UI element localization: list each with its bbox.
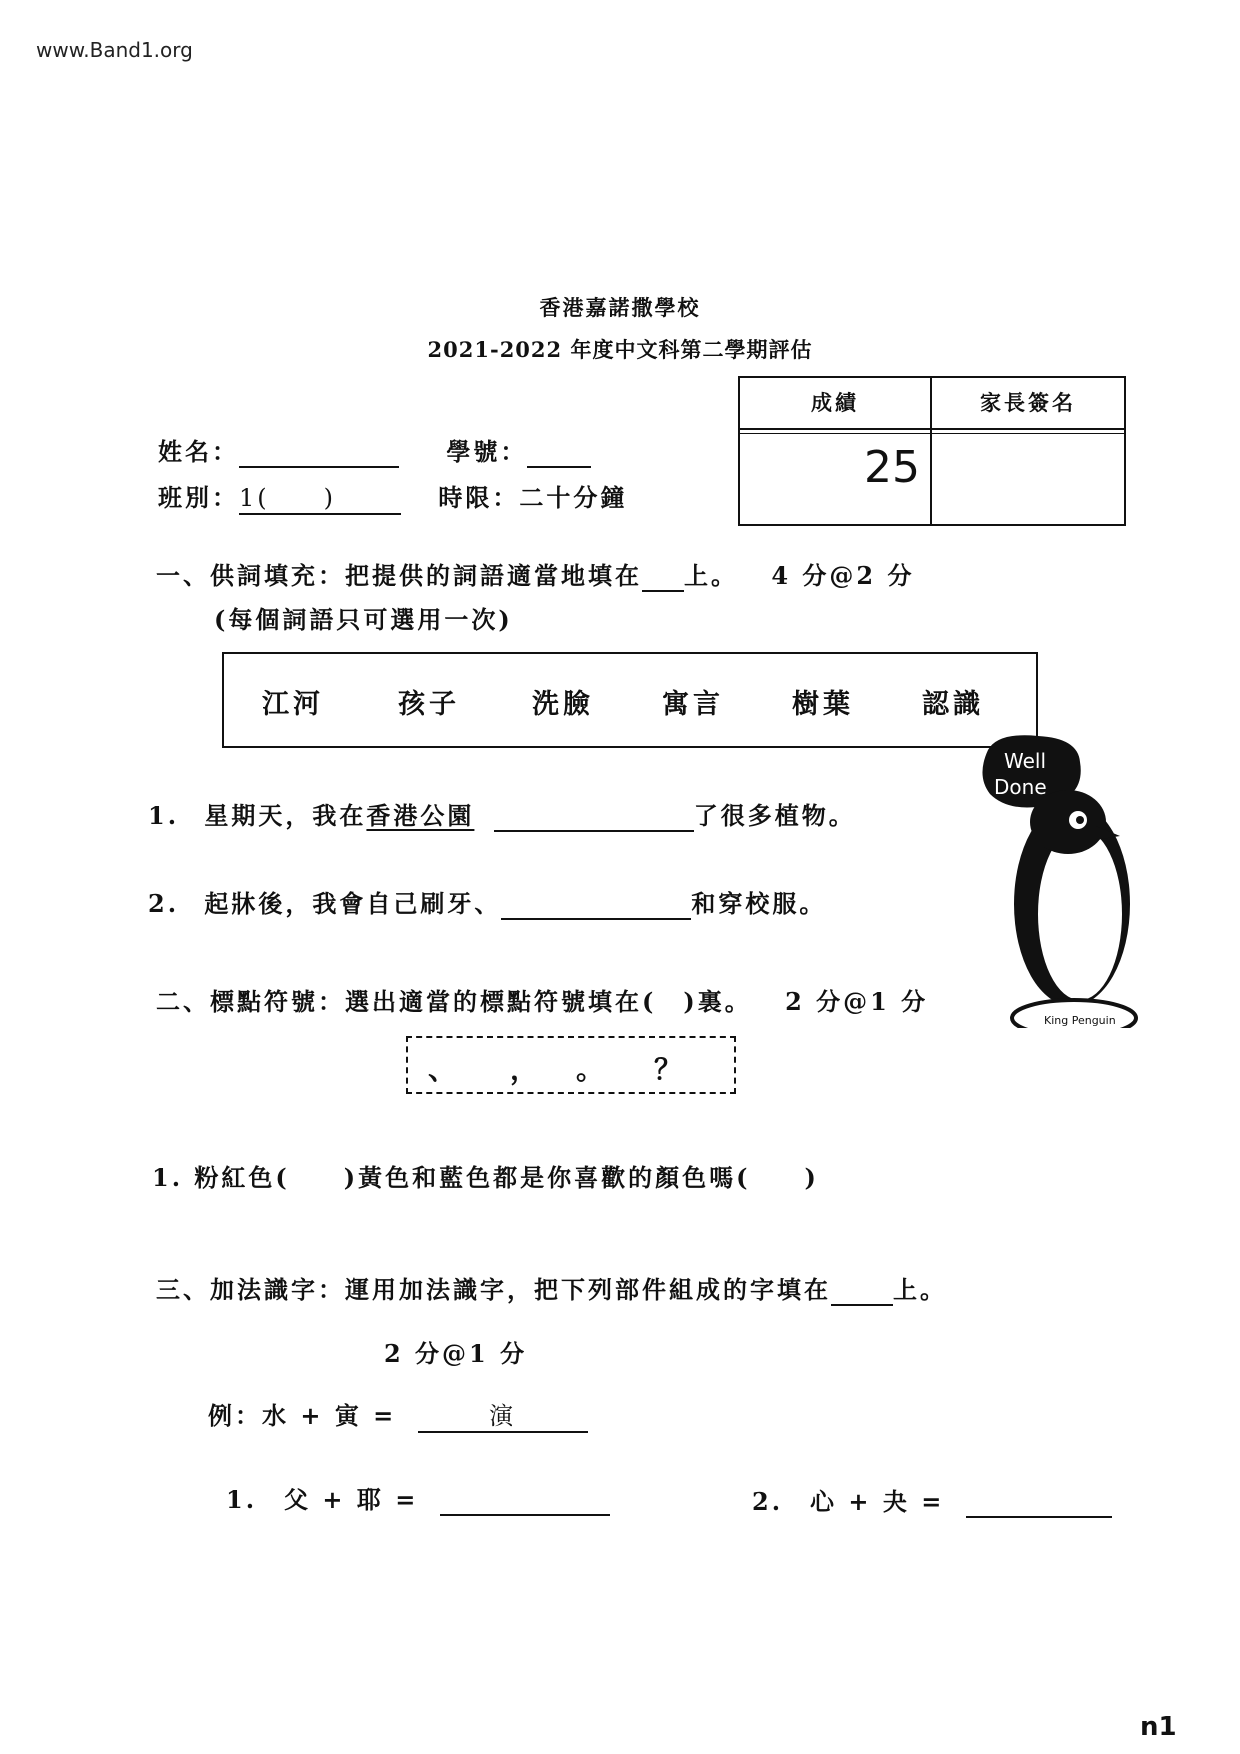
example-answer: 演 (418, 1396, 588, 1433)
badge-text: King Penguin (1044, 1014, 1116, 1027)
section2-question-1: 1. 粉紅色( )黃色和藍色都是你喜歡的顏色嗎( ) (152, 1163, 819, 1192)
penguin-belly-icon (1038, 828, 1122, 1000)
table-header-rule (740, 428, 1124, 434)
section1-note: (每個詞語只可選用一次) (214, 605, 513, 634)
example-row: 例：水 + 寅 = 演 (208, 1396, 588, 1433)
word-bank-item: 孩子 (398, 689, 460, 720)
section3-blank-sample (831, 1275, 893, 1306)
name-row (158, 432, 591, 468)
sticker-text-done: Done (994, 775, 1047, 799)
sticker-text-well: Well (1004, 749, 1047, 773)
word-bank-item: 樹葉 (792, 689, 854, 720)
page-number: n1 (1140, 1712, 1177, 1742)
student-number-label: 學號： (446, 437, 528, 466)
section1-title: 一、供詞填充：把提供的詞語適當地填在 上。 4 分@2 分 (156, 561, 915, 590)
score-header: 成績 (811, 390, 859, 415)
class-row (158, 478, 627, 515)
time-limit: 時限：二十分鐘 (438, 483, 628, 512)
answer-blank[interactable] (494, 801, 694, 832)
class-label: 班別： (158, 483, 239, 512)
signature-header: 家長簽名 (980, 390, 1076, 415)
table-divider (930, 378, 932, 524)
section3-marks: 2 分@1 分 (384, 1339, 528, 1368)
site-watermark: www.Band1.org (36, 38, 193, 62)
underlined-place: 香港公園 (366, 801, 475, 830)
student-number-blank[interactable] (527, 437, 591, 468)
section1-blank-sample (642, 561, 684, 592)
score-table (738, 376, 1126, 526)
class-value: 1( ) (239, 478, 401, 515)
word-bank-item: 認識 (922, 689, 984, 720)
section2-title: 二、標點符號：選出適當的標點符號填在( )裏。 2 分@1 分 (156, 987, 929, 1016)
score-value: 25 (864, 442, 920, 493)
answer-blank[interactable] (966, 1487, 1112, 1518)
answer-blank[interactable] (501, 889, 691, 920)
answer-blank[interactable] (440, 1485, 610, 1516)
word-bank-item: 江河 (262, 689, 324, 720)
name-label: 姓名： (158, 437, 239, 466)
section1-question-1: 1. 星期天，我在香港公園 了很多植物。 (148, 801, 856, 830)
section2-marks: 2 分@1 分 (785, 987, 929, 1016)
section3-title: 三、加法識字：運用加法識字，把下列部件組成的字填在 上。 (156, 1275, 947, 1304)
section1-marks: 4 分@2 分 (771, 561, 915, 590)
section1-question-2: 2. 起牀後，我會自己刷牙、 和穿校服。 (148, 889, 827, 918)
assessment-title: 2021-2022 年度中文科第二學期評估 (427, 337, 813, 362)
punctuation-option: 。 (576, 1053, 605, 1086)
word-bank-item: 寓言 (662, 689, 724, 720)
word-bank-box (222, 652, 1038, 748)
well-done-penguin-sticker (968, 728, 1180, 1028)
section3-question-1: 1. 父 + 耶 = (226, 1480, 610, 1516)
penguin-head-icon (1030, 790, 1106, 854)
punctuation-option: ？ (654, 1053, 683, 1086)
school-name: 香港嘉諾撒學校 (539, 295, 701, 320)
word-bank-item: 洗臉 (532, 689, 594, 720)
punctuation-option: ， (510, 1053, 539, 1086)
punctuation-option: 、 (428, 1053, 457, 1086)
section3-question-2: 2. 心 + 夬 = (752, 1482, 1112, 1518)
name-blank[interactable] (239, 437, 399, 468)
